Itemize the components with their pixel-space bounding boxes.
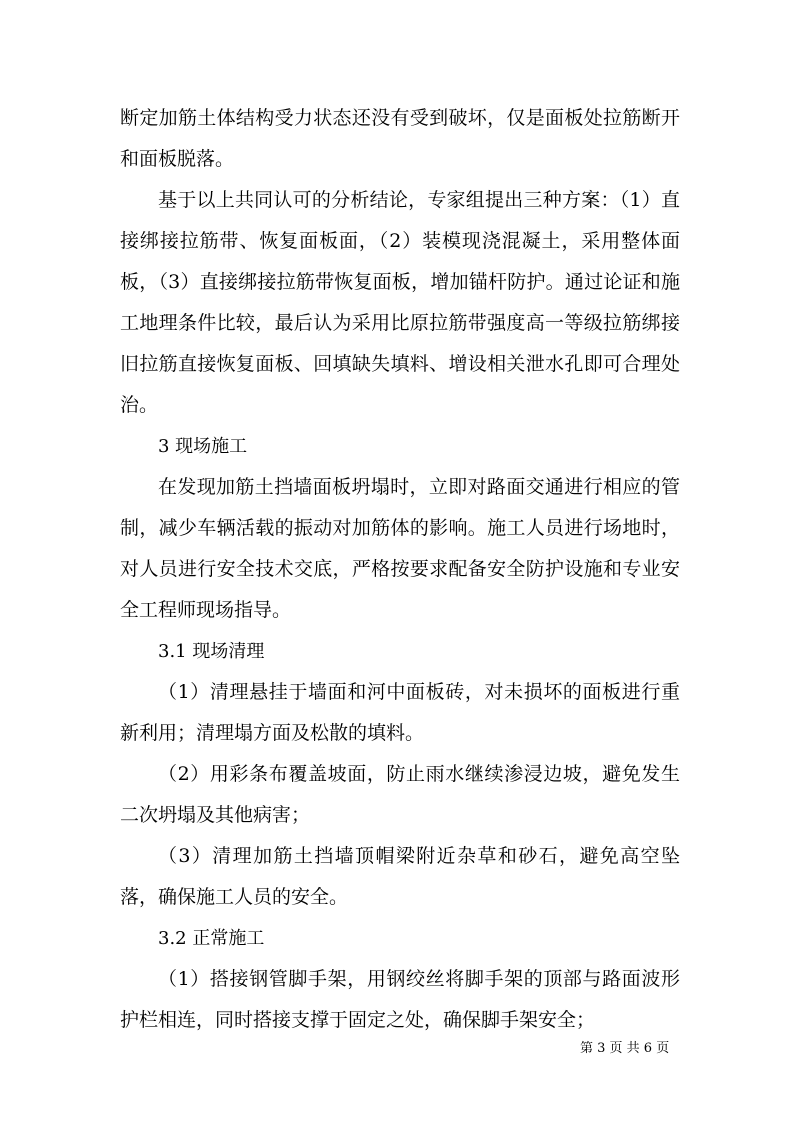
paragraph-expert-plan: 基于以上共同认可的分析结论，专家组提出三种方案：（1）直接绑接拉筋带、恢复面板面，（2）装模现浇混凝土，采用整体面板，（3）直接绑接拉筋带恢复面板，增加锚杆防护。通过论证和施工地理条件比较，最后认为采用比原拉筋带强度高一等级拉筋绑接旧拉筋直接恢复面板、回填缺失填料、增设相关泄水孔即可合理处治。 (120, 189, 680, 416)
document-body (120, 98, 680, 1041)
paragraph-cleanup-3: （3）清理加筋土挡墙顶帽梁附近杂草和砂石，避免高空坠落，确保施工人员的安全。 (120, 845, 680, 908)
paragraph-cleanup-2: （2）用彩条布覆盖坡面，防止雨水继续渗浸边坡，避免发生二次坍塌及其他病害； (120, 763, 680, 826)
section-heading-3-1: 3.1 现场清理 (158, 641, 265, 662)
paragraph-normal-construction-1: （1）搭接钢管脚手架，用钢绞丝将脚手架的顶部与路面波形护栏相连，同时搭接支撑于固定之处，确保脚手架安全； (120, 968, 680, 1031)
paragraph-cleanup-1: （1）清理悬挂于墙面和河中面板砖，对未损坏的面板进行重新利用；清理塌方面及松散的填料。 (120, 681, 680, 744)
section-heading-3: 3 现场施工 (158, 436, 248, 457)
paragraph-site-construction: 在发现加筋土挡墙面板坍塌时，立即对路面交通进行相应的管制，减少车辆活载的振动对加筋体的影响。施工人员进行场地时，对人员进行安全技术交底，严格按要求配备安全防护设施和专业安全工程师现场指导。 (120, 476, 680, 621)
section-heading-3-2: 3.2 正常施工 (158, 928, 265, 949)
page-number: 第 3 页 共 6 页 (580, 1041, 670, 1056)
paragraph-continuation: 断定加筋土体结构受力状态还没有受到破坏，仅是面板处拉筋断开和面板脱落。 (120, 107, 680, 170)
